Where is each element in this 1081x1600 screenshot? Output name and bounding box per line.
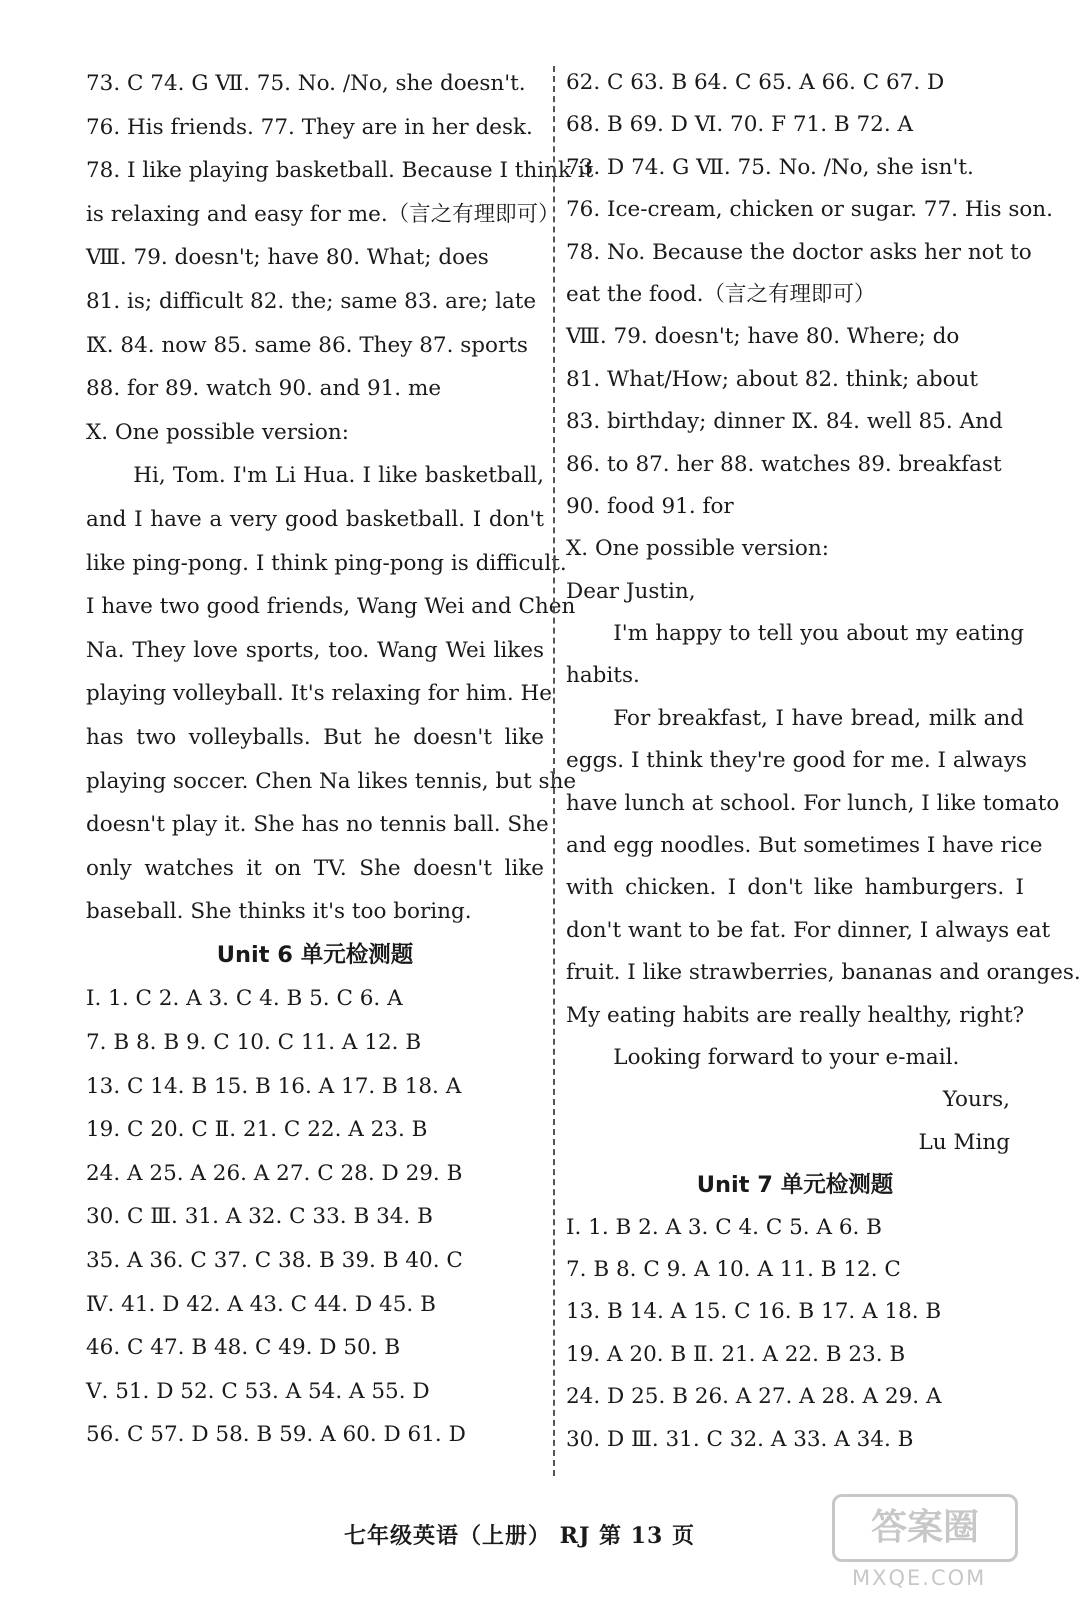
text-line: 78. I like playing basketball. Because I think it: [86, 158, 594, 184]
essay-line: have lunch at school. For lunch, I like tomato: [566, 790, 1060, 816]
essay-line: Na. They love sports, too. Wang Wei likes: [86, 637, 544, 663]
answer-line: 24. D 25. B 26. A 27. A 28. A 29. A: [566, 1384, 942, 1410]
text-line: Ⅸ. 84. now 85. same 86. They 87. sports: [86, 332, 528, 358]
letter-closing: Yours,: [942, 1087, 1010, 1113]
answer-line: Ⅷ. 79. doesn't; have 80. Where; do: [566, 324, 960, 350]
essay-line: I have two good friends, Wang Wei and Chen: [86, 594, 576, 620]
watermark-logo-text: 答案圈: [832, 1494, 1018, 1562]
left-column: [86, 62, 594, 1457]
essay-line: eggs. I think they're good for me. I always: [566, 748, 1027, 774]
text-line: Ⅹ. One possible version:: [566, 536, 829, 562]
answer-line: 30. C Ⅲ. 31. A 32. C 33. B 34. B: [86, 1204, 433, 1230]
text-line: eat the food.（言之有理即可）: [566, 281, 876, 307]
watermark-url: MXQE.COM: [852, 1566, 987, 1590]
answer-line: 90. food 91. for: [566, 493, 734, 519]
essay-line: habits.: [566, 663, 640, 689]
column-divider: [553, 66, 555, 1476]
answer-line: 30. D Ⅲ. 31. C 32. A 33. A 34. B: [566, 1426, 914, 1452]
section-heading-unit-6: Unit 6 单元检测题: [216, 941, 414, 968]
essay-line: Looking forward to your e-mail.: [613, 1044, 960, 1070]
text-line: is relaxing and easy for me.（言之有理即可）: [86, 201, 560, 227]
answer-line: 62. C 63. B 64. C 65. A 66. C 67. D: [566, 70, 945, 95]
essay-line: fruit. I like strawberries, bananas and oranges.: [566, 960, 1081, 986]
text-line: Ⅹ. One possible version:: [86, 419, 349, 445]
text-line: 76. His friends. 77. They are in her desk.: [86, 114, 533, 140]
text-line: Ⅷ. 79. doesn't; have 80. What; does: [86, 245, 489, 271]
answer-line: 68. B 69. D Ⅵ. 70. F 71. B 72. A: [566, 112, 914, 138]
right-column: [566, 62, 1081, 1461]
answer-line: 35. A 36. C 37. C 38. B 39. B 40. C: [86, 1248, 463, 1274]
letter-signature: Lu Ming: [918, 1129, 1010, 1155]
essay-line: has two volleyballs. But he doesn't like: [86, 724, 544, 750]
answer-line: 46. C 47. B 48. C 49. D 50. B: [86, 1335, 401, 1361]
answer-line: 73. D 74. G Ⅶ. 75. No. /No, she isn't.: [566, 154, 974, 180]
essay-line: playing volleyball. It's relaxing for him. He: [86, 681, 552, 707]
essay-line: My eating habits are really healthy, right?: [566, 1002, 1025, 1028]
answer-line: Ⅰ. 1. C 2. A 3. C 4. B 5. C 6. A: [86, 986, 403, 1012]
text-line: 73. C 74. G Ⅶ. 75. No. /No, she doesn't.: [86, 71, 526, 96]
essay-line: I'm happy to tell you about my eating: [613, 621, 1024, 647]
answer-line: 83. birthday; dinner Ⅸ. 84. well 85. And: [566, 409, 1003, 435]
answer-line: 76. Ice-cream, chicken or sugar. 77. His son.: [566, 197, 1053, 223]
answer-line: 24. A 25. A 26. A 27. C 28. D 29. B: [86, 1160, 463, 1186]
answer-line: 19. C 20. C Ⅱ. 21. C 22. A 23. B: [86, 1117, 428, 1143]
answer-line: 86. to 87. her 88. watches 89. breakfast: [566, 451, 1002, 477]
essay-line: playing soccer. Chen Na likes tennis, but she: [86, 768, 577, 794]
answer-line: 19. A 20. B Ⅱ. 21. A 22. B 23. B: [566, 1341, 906, 1367]
essay-line: like ping-pong. I think ping-pong is difficult.: [86, 550, 567, 576]
essay-line: baseball. She thinks it's too boring.: [86, 899, 472, 925]
watermark-logo: [822, 1488, 1032, 1594]
essay-line: doesn't play it. She has no tennis ball. She: [86, 812, 549, 838]
text-line: 78. No. Because the doctor asks her not to: [566, 239, 1032, 265]
essay-line: and egg noodles. But sometimes I have rice: [566, 833, 1043, 859]
answer-line: 81. What/How; about 82. think; about: [566, 366, 979, 392]
page-footer: 七年级英语（上册） RJ 第 13 页: [344, 1523, 695, 1549]
essay-line: For breakfast, I have bread, milk and: [613, 705, 1024, 731]
essay-line: don't want to be fat. For dinner, I always eat: [566, 917, 1051, 943]
answer-line: Ⅰ. 1. B 2. A 3. C 4. C 5. A 6. B: [566, 1214, 882, 1240]
answer-line: 7. B 8. C 9. A 10. A 11. B 12. C: [566, 1256, 901, 1282]
answer-line: 13. B 14. A 15. C 16. B 17. A 18. B: [566, 1299, 942, 1325]
essay-line: only watches it on TV. She doesn't like: [86, 855, 544, 881]
section-heading-unit-7: Unit 7 单元检测题: [696, 1172, 894, 1199]
answer-line: Ⅳ. 41. D 42. A 43. C 44. D 45. B: [86, 1291, 436, 1317]
answer-line: 7. B 8. B 9. C 10. C 11. A 12. B: [86, 1030, 422, 1056]
essay-line: and I have a very good basketball. I don't: [86, 506, 544, 532]
answer-line: 56. C 57. D 58. B 59. A 60. D 61. D: [86, 1422, 466, 1448]
essay-line: with chicken. I don't like hamburgers. I: [566, 875, 1024, 901]
text-line: 81. is; difficult 82. the; same 83. are; late: [86, 288, 537, 314]
text-line: 88. for 89. watch 90. and 91. me: [86, 376, 442, 402]
answer-line: Ⅴ. 51. D 52. C 53. A 54. A 55. D: [86, 1378, 430, 1404]
essay-line: Hi, Tom. I'm Li Hua. I like basketball,: [133, 463, 544, 489]
answer-line: 13. C 14. B 15. B 16. A 17. B 18. A: [86, 1073, 462, 1099]
letter-salutation: Dear Justin,: [566, 578, 696, 604]
